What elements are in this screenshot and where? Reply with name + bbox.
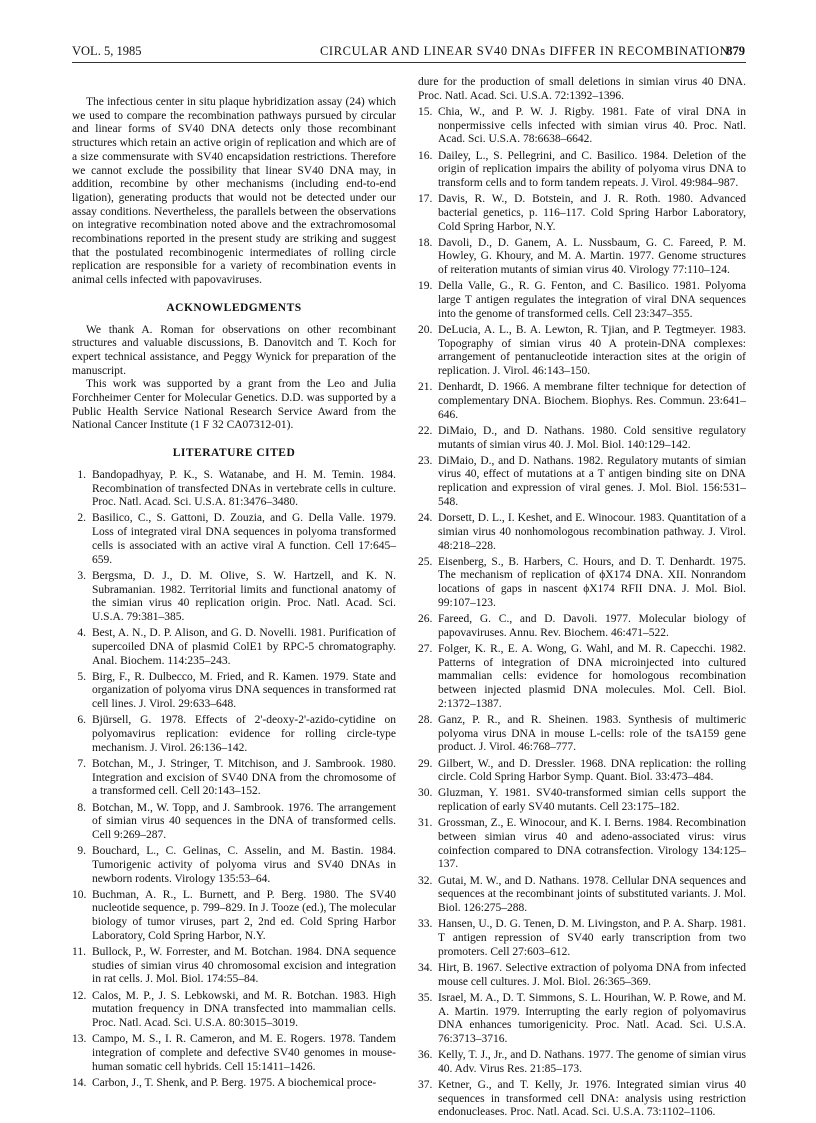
reference-text: Denhardt, D. 1966. A membrane filter technique for detection of complementary DNA. Biochem. Biophys. Res. Commun. 23:641–646.: [438, 381, 746, 421]
reference-text: Birg, F., R. Dulbecco, M. Fried, and R. Kamen. 1979. State and organization of polyoma virus DNA sequences in transformed rat cell lines. J. Virol. 29:633–648.: [92, 670, 396, 711]
reference-item: [72, 1077, 396, 1091]
reference-item: [418, 787, 746, 814]
reference-item: [72, 469, 396, 510]
reference-number: 24.: [418, 512, 433, 525]
reference-number: 18.: [418, 236, 433, 249]
reference-number: 25.: [418, 555, 433, 568]
right-column: [418, 76, 746, 1123]
reference-number: 4.: [77, 627, 86, 640]
reference-item: [418, 324, 746, 379]
reference-number: 8.: [77, 801, 86, 814]
reference-item: [72, 946, 396, 987]
reference-text: Grossman, Z., E. Winocour, and K. I. Berns. 1984. Recombination between simian virus 40 and adeno-associated virus: virus coinfection compared to DNA cotransfection. Virology 134:125–137.: [438, 817, 746, 871]
reference-text: Gutai, M. W., and D. Nathans. 1978. Cellular DNA sequences and sequences at the recombinant joints of substituted variants. J. Mol. Biol. 126:275–288.: [438, 874, 746, 915]
reference-number: 23.: [418, 454, 433, 467]
reference-number: 27.: [418, 642, 433, 655]
reference-item: [418, 106, 746, 147]
reference-item: [418, 1049, 746, 1076]
reference-item: [72, 714, 396, 755]
reference-number: 29.: [418, 757, 433, 770]
reference-item: [418, 875, 746, 916]
reference-text: Davoli, D., D. Ganem, A. L. Nussbaum, G. C. Fareed, P. M. Howley, G. Khoury, and M. A. Martin. 1977. Genome structures of reiteration mutants of simian virus 40. Virology 77:110–124.: [438, 236, 746, 277]
reference-number: 11.: [72, 946, 86, 959]
reference-item: [72, 570, 396, 625]
reference-text: Kelly, T. J., Jr., and D. Nathans. 1977. The genome of simian virus 40. Adv. Virus Res. 21:85–173.: [438, 1049, 746, 1075]
reference-number: 3.: [77, 569, 86, 582]
reference-item: [418, 918, 746, 959]
running-header: [72, 44, 745, 62]
acknowledgments-paragraph-1: We thank A. Roman for observations on other recombinant structures and valuable discussions, B. Danovitch and T. Koch for expert technical assistance, and Peggy Wynick for preparation of the manuscript.: [72, 323, 396, 377]
acknowledgments-paragraph-2: This work was supported by a grant from the Leo and Julia Forchheimer Center for Molecular Genetics. D.D. was supported by a Public Health Service National Research Service Award from the National Cancer Institute (1 F 32 CA07312-01).: [72, 378, 396, 432]
reference-number: 36.: [418, 1049, 433, 1062]
reference-number: 34.: [418, 961, 433, 974]
reference-item: [72, 671, 396, 712]
reference-item: [72, 802, 396, 843]
reference-item: [418, 758, 746, 785]
literature-heading: LITERATURE CITED: [172, 447, 296, 460]
reference-number: 9.: [77, 845, 86, 858]
reference-item: [418, 237, 746, 278]
reference-item: [418, 381, 746, 422]
reference-continuation: dure for the production of small deletions in simian virus 40 DNA. Proc. Natl. Acad. Sci. U.S.A. 72:1392–1396.: [418, 76, 746, 102]
reference-text: Bergsma, D. J., D. M. Olive, S. W. Hartzell, and K. N. Subramanian. 1982. Territorial limits and functional anatomy of the simian virus 40 replication origin. Proc. Natl. Acad. Sci. U.S.A. 79:381–385.: [92, 569, 396, 623]
reference-text: Campo, M. S., I. R. Cameron, and M. E. Rogers. 1978. Tandem integration of complete and defective SV40 genomes in mouse-human somatic cell hybrids. Cell 15:1411–1426.: [92, 1033, 396, 1073]
reference-number: 6.: [77, 714, 86, 727]
reference-number: 5.: [77, 670, 86, 683]
reference-number: 35.: [418, 991, 433, 1004]
intro-paragraph: The infectious center in situ plaque hybridization assay (24) which we used to compare the recombination pathways pursued by circular and linear forms of SV40 DNA detects only those recombinant structures which retain an active origin of replication and which are of a size commensurate with SV40 encapsidation restrictions. Therefore we cannot exclude the possibility that linear SV40 DNA may, in addition, recombine by other mechanisms (including end-to-end ligation), generating products that would not be detected under our assay conditions. Nevertheless, the parallels between the observations on integrative recombination noted above and the extrachromosomal recombinations reported in the present study are striking and suggest that the postulated recombinogenic intermediates of rolling circle replication are responsible for a variety of recombination events in animal cells infected with papovaviruses.: [72, 96, 396, 287]
reference-text: DiMaio, D., and D. Nathans. 1982. Regulatory mutants of simian virus 40, effect of mutations at a T antigen binding site on DNA replication and expression of viral genes. J. Mol. Biol. 156:531–548.: [438, 454, 746, 508]
reference-text: Dorsett, D. L., I. Keshet, and E. Winocour. 1983. Quantitation of a simian virus 40 nonhomologous recombination pathway. J. Virol. 48:218–228.: [438, 512, 746, 552]
reference-item: [72, 990, 396, 1031]
reference-item: [418, 714, 746, 755]
reference-number: 7.: [77, 757, 86, 770]
reference-text: Buchman, A. R., L. Burnett, and P. Berg. 1980. The SV40 nucleotide sequence, p. 799–829. In J. Tooze (ed.), The molecular biology of tumor viruses, part 2, 2nd ed. Cold Spring Harbor Laboratory, Cold Spring Harbor, N.Y.: [92, 888, 396, 942]
reference-number: 21.: [418, 381, 433, 394]
reference-number: 17.: [418, 193, 433, 206]
reference-item: [418, 455, 746, 510]
reference-item: [418, 193, 746, 234]
reference-text: Bullock, P., W. Forrester, and M. Botchan. 1984. DNA sequence studies of simian virus 40 chromosomal excision and integration in rat cells. J. Mol. Biol. 174:55–84.: [92, 946, 396, 986]
reference-item: [418, 817, 746, 872]
reference-text: Bandopadhyay, P. K., S. Watanabe, and H. M. Temin. 1984. Recombination of transfected DNAs in vertebrate cells in culture. Proc. Natl. Acad. Sci. U.S.A. 81:3476–3480.: [92, 468, 396, 509]
reference-item: [72, 1033, 396, 1074]
reference-text: Gluzman, Y. 1981. SV40-transformed simian cells support the replication of early SV40 mutants. Cell 23:175–182.: [438, 787, 746, 814]
reference-text: Basilico, C., S. Gattoni, D. Zouzia, and G. Della Valle. 1979. Loss of integrated viral DNA sequences in polyoma transformed cells is associated with an active viral A function. Cell 17:645–659.: [92, 512, 396, 566]
reference-number: 20.: [418, 323, 433, 336]
reference-number: 37.: [418, 1079, 433, 1092]
reference-item: [418, 613, 746, 640]
reference-text: DiMaio, D., and D. Nathans. 1980. Cold sensitive regulatory mutants of simian virus 40. J. Mol. Biol. 140:129–142.: [438, 424, 746, 451]
reference-item: [418, 425, 746, 452]
reference-item: [72, 512, 396, 567]
reference-number: 1.: [77, 468, 86, 481]
reference-text: Hansen, U., D. G. Tenen, D. M. Livingston, and P. A. Sharp. 1981. T antigen repression of SV40 early transcription from two promoters. Cell 27:603–612.: [438, 918, 746, 958]
reference-text: Gilbert, W., and D. Dressler. 1968. DNA replication: the rolling circle. Cold Spring Harbor Symp. Quant. Biol. 33:473–484.: [438, 757, 746, 784]
reference-number: 13.: [72, 1033, 87, 1046]
reference-item: [418, 1079, 746, 1120]
reference-number: 22.: [418, 424, 433, 437]
reference-text: Botchan, M., J. Stringer, T. Mitchison, and J. Sambrook. 1980. Integration and excision of SV40 DNA from the chromosome of a transformed cell. Cell 20:143–152.: [92, 757, 396, 798]
reference-text: Hirt, B. 1967. Selective extraction of polyoma DNA from infected mouse cell cultures. J. Mol. Biol. 26:365–369.: [438, 961, 746, 988]
reference-item: [418, 643, 746, 712]
reference-text: Fareed, G. C., and D. Davoli. 1977. Molecular biology of papovaviruses. Annu. Rev. Biochem. 46:471–522.: [438, 613, 746, 639]
volume-label: VOL. 5, 1985: [72, 44, 142, 58]
reference-text: Botchan, M., W. Topp, and J. Sambrook. 1976. The arrangement of simian virus 40 sequences in the DNA of transformed cells. Cell 9:269–287.: [92, 801, 396, 841]
reference-text: Israel, M. A., D. T. Simmons, S. L. Hourihan, W. P. Rowe, and M. A. Martin. 1979. Interrupting the early region of polyomavirus DNA enhances tumorigenicity. Proc. Natl. Acad. Sci. U.S.A. 76:3713–3716.: [438, 991, 746, 1045]
reference-text: Chia, W., and P. W. J. Rigby. 1981. Fate of viral DNA in nonpermissive cells infected with simian virus 40. Proc. Natl. Acad. Sci. U.S.A. 78:6638–6642.: [438, 105, 746, 146]
reference-number: 12.: [72, 989, 87, 1002]
reference-list-right: [418, 106, 746, 1120]
reference-text: Davis, R. W., D. Botstein, and J. R. Roth. 1980. Advanced bacterial genetics, p. 116–117. Cold Spring Harbor Laboratory, Cold Spring Harbor, N.Y.: [438, 193, 746, 233]
reference-item: [72, 889, 396, 944]
reference-text: Best, A. N., D. P. Alison, and G. D. Novelli. 1981. Purification of supercoiled DNA of plasmid ColE1 by RPC-5 chromatography. Anal. Biochem. 114:235–243.: [92, 627, 396, 667]
reference-number: 31.: [418, 817, 433, 830]
reference-item: [418, 556, 746, 611]
reference-text: Dailey, L., S. Pellegrini, and C. Basilico. 1984. Deletion of the origin of replication impairs the ability of polyoma virus DNA to transform cells and to form tandem repeats. J. Virol. 49:984–987.: [438, 149, 746, 189]
page-number: 879: [726, 44, 745, 58]
reference-item: [418, 150, 746, 191]
reference-item: [418, 512, 746, 553]
reference-text: Bjürsell, G. 1978. Effects of 2'-deoxy-2'-azido-cytidine on polyomavirus replication: evidence for rolling circle-type mechanism. J. Virol. 26:136–142.: [92, 714, 396, 754]
reference-text: DeLucia, A. L., B. A. Lewton, R. Tjian, and P. Tegtmeyer. 1983. Topography of simian virus 40 A protein-DNA complexes: arrangement of pentanucleotide interaction sites at the origin of replication. J. Virol. 46:143–150.: [438, 323, 746, 378]
reference-number: 33.: [418, 918, 433, 931]
header-rule: [72, 62, 746, 63]
reference-number: 19.: [418, 280, 433, 293]
reference-number: 28.: [418, 713, 433, 726]
reference-item: [72, 845, 396, 886]
reference-number: 10.: [72, 888, 87, 901]
reference-number: 32.: [418, 874, 433, 887]
reference-number: 15.: [418, 105, 433, 118]
running-title: CIRCULAR AND LINEAR SV40 DNAs DIFFER IN RECOMBINATION: [320, 44, 730, 58]
reference-item: [418, 962, 746, 989]
reference-text: Carbon, J., T. Shenk, and P. Berg. 1975. A biochemical proce-: [92, 1076, 377, 1089]
reference-item: [418, 280, 746, 321]
acknowledgments-heading: ACKNOWLEDGMENTS: [166, 301, 302, 314]
reference-text: Calos, M. P., J. S. Lebkowski, and M. R. Botchan. 1983. High mutation frequency in DNA transfected into mammalian cells. Proc. Natl. Acad. Sci. U.S.A. 80:3015–3019.: [92, 989, 396, 1030]
reference-number: 14.: [72, 1076, 87, 1089]
reference-number: 30.: [418, 787, 433, 800]
reference-item: [72, 758, 396, 799]
reference-item: [72, 627, 396, 668]
reference-item: [418, 992, 746, 1047]
reference-number: 2.: [77, 512, 86, 525]
reference-text: Bouchard, L., C. Gelinas, C. Asselin, and M. Bastin. 1984. Tumorigenic activity of polyoma virus and SV40 DNAs in newborn rodents. Virology 135:53–64.: [92, 845, 396, 885]
reference-number: 26.: [418, 613, 433, 626]
reference-text: Folger, K. R., E. A. Wong, G. Wahl, and M. R. Capecchi. 1982. Patterns of integration of DNA microinjected into cultured mammalian cells: evidence for homologous recombination between injected plasmid DNA molecules. Mol. Cell. Biol. 2:1372–1387.: [438, 642, 746, 710]
reference-text: Della Valle, G., R. G. Fenton, and C. Basilico. 1981. Polyoma large T antigen regulates the integration of viral DNA sequences into the genome of transformed cells. Cell 23:347–355.: [438, 280, 746, 320]
reference-text: Eisenberg, S., B. Harbers, C. Hours, and D. T. Denhardt. 1975. The mechanism of replication of ϕX174 DNA. XII. Nonrandom locations of gaps in nascent ϕX174 RFII DNA. J. Mol. Biol. 99:107–123.: [438, 555, 746, 609]
reference-text: Ketner, G., and T. Kelly, Jr. 1976. Integrated simian virus 40 sequences in transformed cell DNA: analysis using restriction endonucleases. Proc. Natl. Acad. Sci. U.S.A. 73:1102–1106.: [438, 1079, 746, 1119]
left-column: [72, 96, 396, 1093]
reference-text: Ganz, P. R., and R. Sheinen. 1983. Synthesis of multimeric polyoma virus DNA in mouse L-cells: role of the tsA159 gene product. J. Virol. 46:768–777.: [438, 713, 746, 754]
reference-list-left: [72, 469, 396, 1091]
reference-number: 16.: [418, 149, 433, 162]
